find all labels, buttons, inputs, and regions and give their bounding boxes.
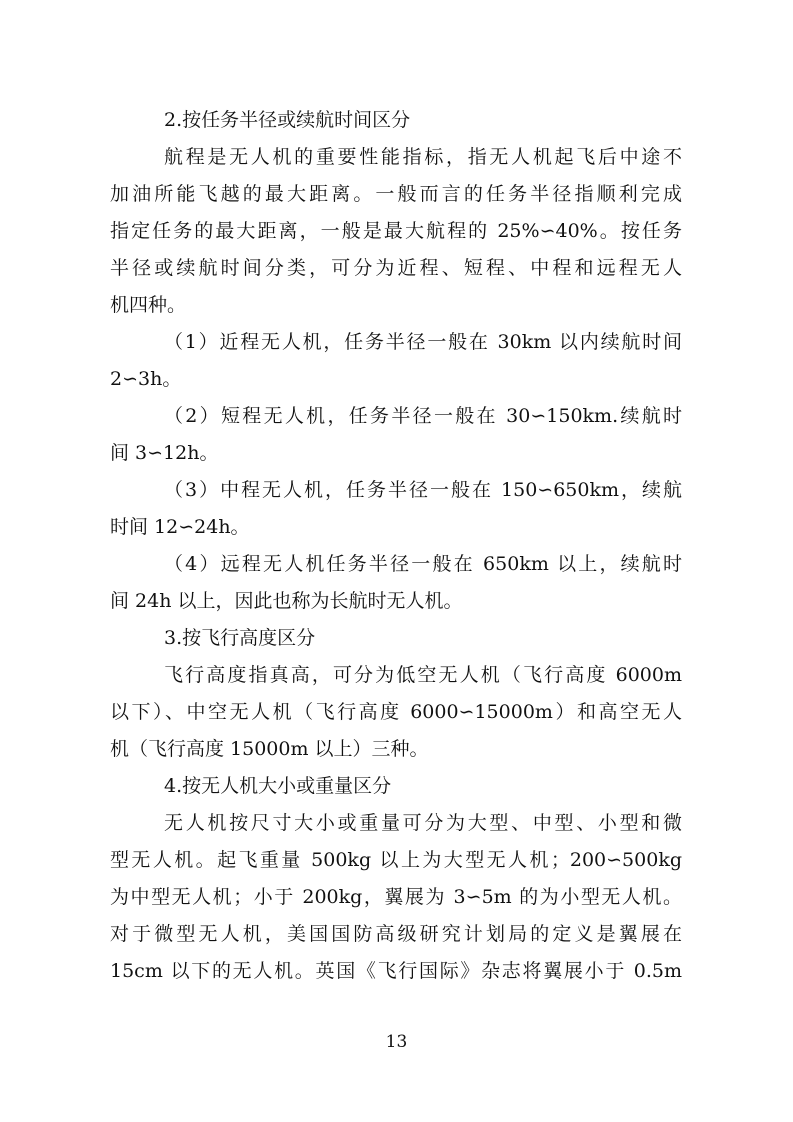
paragraph-line: 对于微型无人机，美国国防高级研究计划局的定义是翼展在: [110, 923, 682, 945]
heading-3: 3.按飞行高度区分: [164, 627, 316, 649]
list-item-4: （4）远程无人机任务半径一般在 650km 以上，续航时: [164, 553, 682, 575]
paragraph-line: 无人机按尺寸大小或重量可分为大型、中型、小型和微: [164, 812, 682, 834]
paragraph-line: 指定任务的最大距离，一般是最大航程的 25%∽40%。按任务: [110, 220, 682, 242]
list-item-3: （3）中程无人机，任务半径一般在 150∽650km，续航: [164, 479, 682, 501]
list-item-1-cont: 2∽3h。: [110, 368, 182, 390]
list-item-3-cont: 时间 12∽24h。: [110, 516, 250, 538]
paragraph-line: 航程是无人机的重要性能指标，指无人机起飞后中途不: [164, 146, 682, 168]
list-item-1: （1）近程无人机，任务半径一般在 30km 以内续航时间: [164, 331, 682, 353]
heading-2: 2.按任务半径或续航时间区分: [164, 109, 411, 131]
list-item-2: （2）短程无人机，任务半径一般在 30∽150km.续航时: [164, 405, 682, 427]
paragraph-line: 以下）、中空无人机（飞行高度 6000∽15000m）和高空无人: [110, 701, 682, 723]
paragraph-line: 加油所能飞越的最大距离。一般而言的任务半径指顺利完成: [110, 183, 682, 205]
paragraph-line: 飞行高度指真高，可分为低空无人机（飞行高度 6000m: [164, 664, 682, 686]
paragraph-line: 半径或续航时间分类，可分为近程、短程、中程和远程无人: [110, 257, 682, 279]
list-item-2-cont: 间 3∽12h。: [110, 442, 219, 464]
paragraph-line: 机（飞行高度 15000m 以上）三种。: [110, 738, 429, 760]
paragraph-line: 为中型无人机；小于 200kg，翼展为 3∽5m 的为小型无人机。: [110, 886, 682, 908]
heading-4: 4.按无人机大小或重量区分: [164, 775, 392, 797]
paragraph-line: 机四种。: [110, 294, 187, 316]
paragraph-line: 型无人机。起飞重量 500kg 以上为大型无人机；200∽500kg: [110, 849, 682, 871]
list-item-4-cont: 间 24h 以上，因此也称为长航时无人机。: [110, 590, 463, 612]
paragraph-line: 15cm 以下的无人机。英国《飞行国际》杂志将翼展小于 0.5m: [110, 960, 682, 982]
page-number: 13: [385, 1032, 408, 1052]
